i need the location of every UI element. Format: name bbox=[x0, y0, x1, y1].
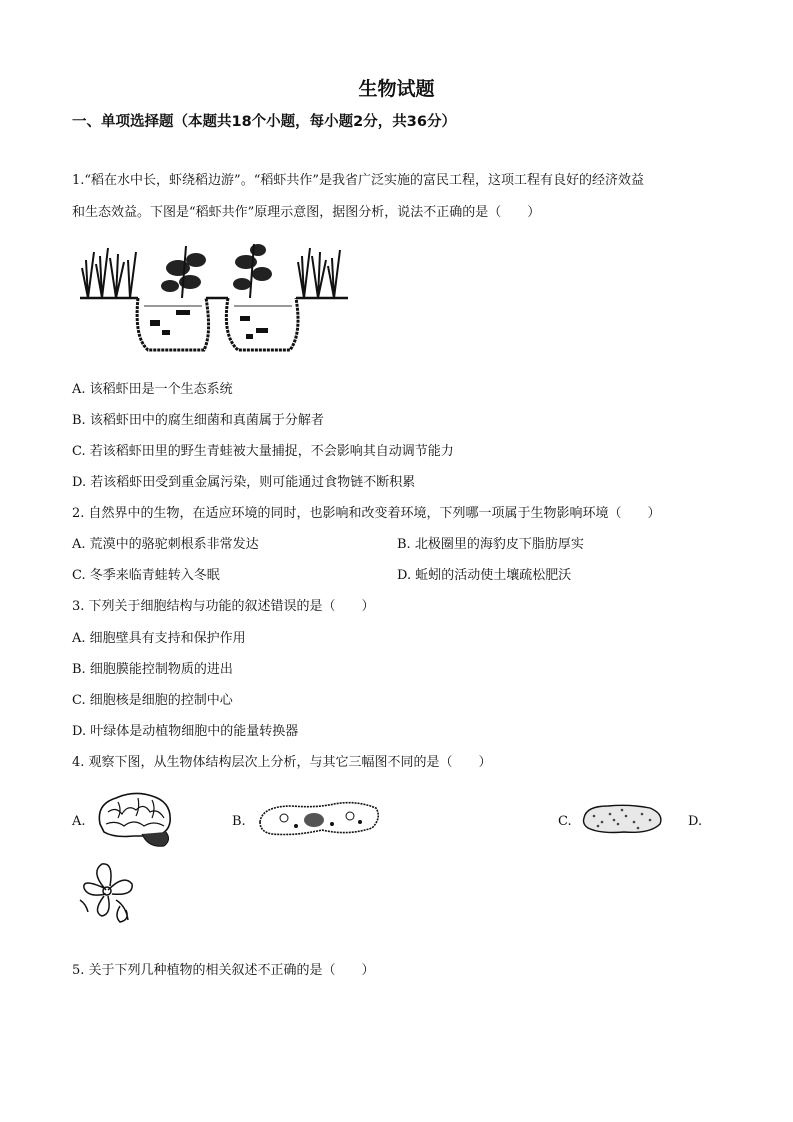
q1-stem-line2: 和生态效益。下图是“稻虾共作”原理示意图，据图分析，说法不正确的是（ ） bbox=[72, 205, 541, 220]
q2-stem: 2. 自然界中的生物，在适应环境的同时，也影响和改变着环境，下列哪一项属于生物影响环境（ ） bbox=[72, 506, 661, 521]
q3-option-d: D. 叶绿体是动植物细胞中的能量转换器 bbox=[72, 724, 299, 739]
q4-option-label-b: B. bbox=[232, 814, 246, 829]
q3-option-a: A. 细胞壁具有支持和保护作用 bbox=[72, 631, 246, 646]
q2-option-c: C. 冬季来临青蛙转入冬眠 bbox=[72, 568, 220, 583]
q4-stem: 4. 观察下图，从生物体结构层次上分析，与其它三幅图不同的是（ ） bbox=[72, 755, 492, 770]
q2-option-d: D. 蚯蚓的活动使土壤疏松肥沃 bbox=[397, 568, 572, 583]
page-title: 生物试题 bbox=[358, 78, 435, 100]
flower-illustration bbox=[76, 860, 140, 926]
q4-option-label-c: C. bbox=[558, 814, 572, 829]
rice-shrimp-diagram bbox=[78, 238, 350, 360]
section-heading: 一、单项选择题（本题共18个小题，每小题2分，共36分） bbox=[72, 114, 456, 130]
q1-option-d: D. 若该稻虾田受到重金属污染，则可能通过食物链不断积累 bbox=[72, 475, 416, 490]
q3-option-b: B. 细胞膜能控制物质的进出 bbox=[72, 662, 233, 677]
q4-option-label-a: A. bbox=[72, 814, 86, 829]
q5-stem: 5. 关于下列几种植物的相关叙述不正确的是（ ） bbox=[72, 963, 375, 978]
q1-stem-line1: 1.“稻在水中长，虾绕稻边游”。“稻虾共作”是我省广泛实施的富民工程，这项工程有良好的经济效益 bbox=[72, 173, 644, 188]
q4-option-label-d: D. bbox=[688, 814, 703, 829]
q1-option-b: B. 该稻虾田中的腐生细菌和真菌属于分解者 bbox=[72, 413, 324, 428]
q3-option-c: C. 细胞核是细胞的控制中心 bbox=[72, 693, 233, 708]
brain-illustration bbox=[94, 790, 176, 852]
q1-option-c: C. 若该稻虾田里的野生青蛙被大量捕捉，不会影响其自动调节能力 bbox=[72, 444, 454, 459]
tissue-illustration bbox=[580, 802, 666, 836]
q1-option-a: A. 该稻虾田是一个生态系统 bbox=[72, 382, 233, 397]
q3-stem: 3. 下列关于细胞结构与功能的叙述错误的是（ ） bbox=[72, 599, 375, 614]
q2-option-b: B. 北极圈里的海豹皮下脂肪厚实 bbox=[397, 537, 584, 552]
q2-option-a: A. 荒漠中的骆驼刺根系非常发达 bbox=[72, 537, 259, 552]
paramecium-illustration bbox=[256, 798, 384, 840]
